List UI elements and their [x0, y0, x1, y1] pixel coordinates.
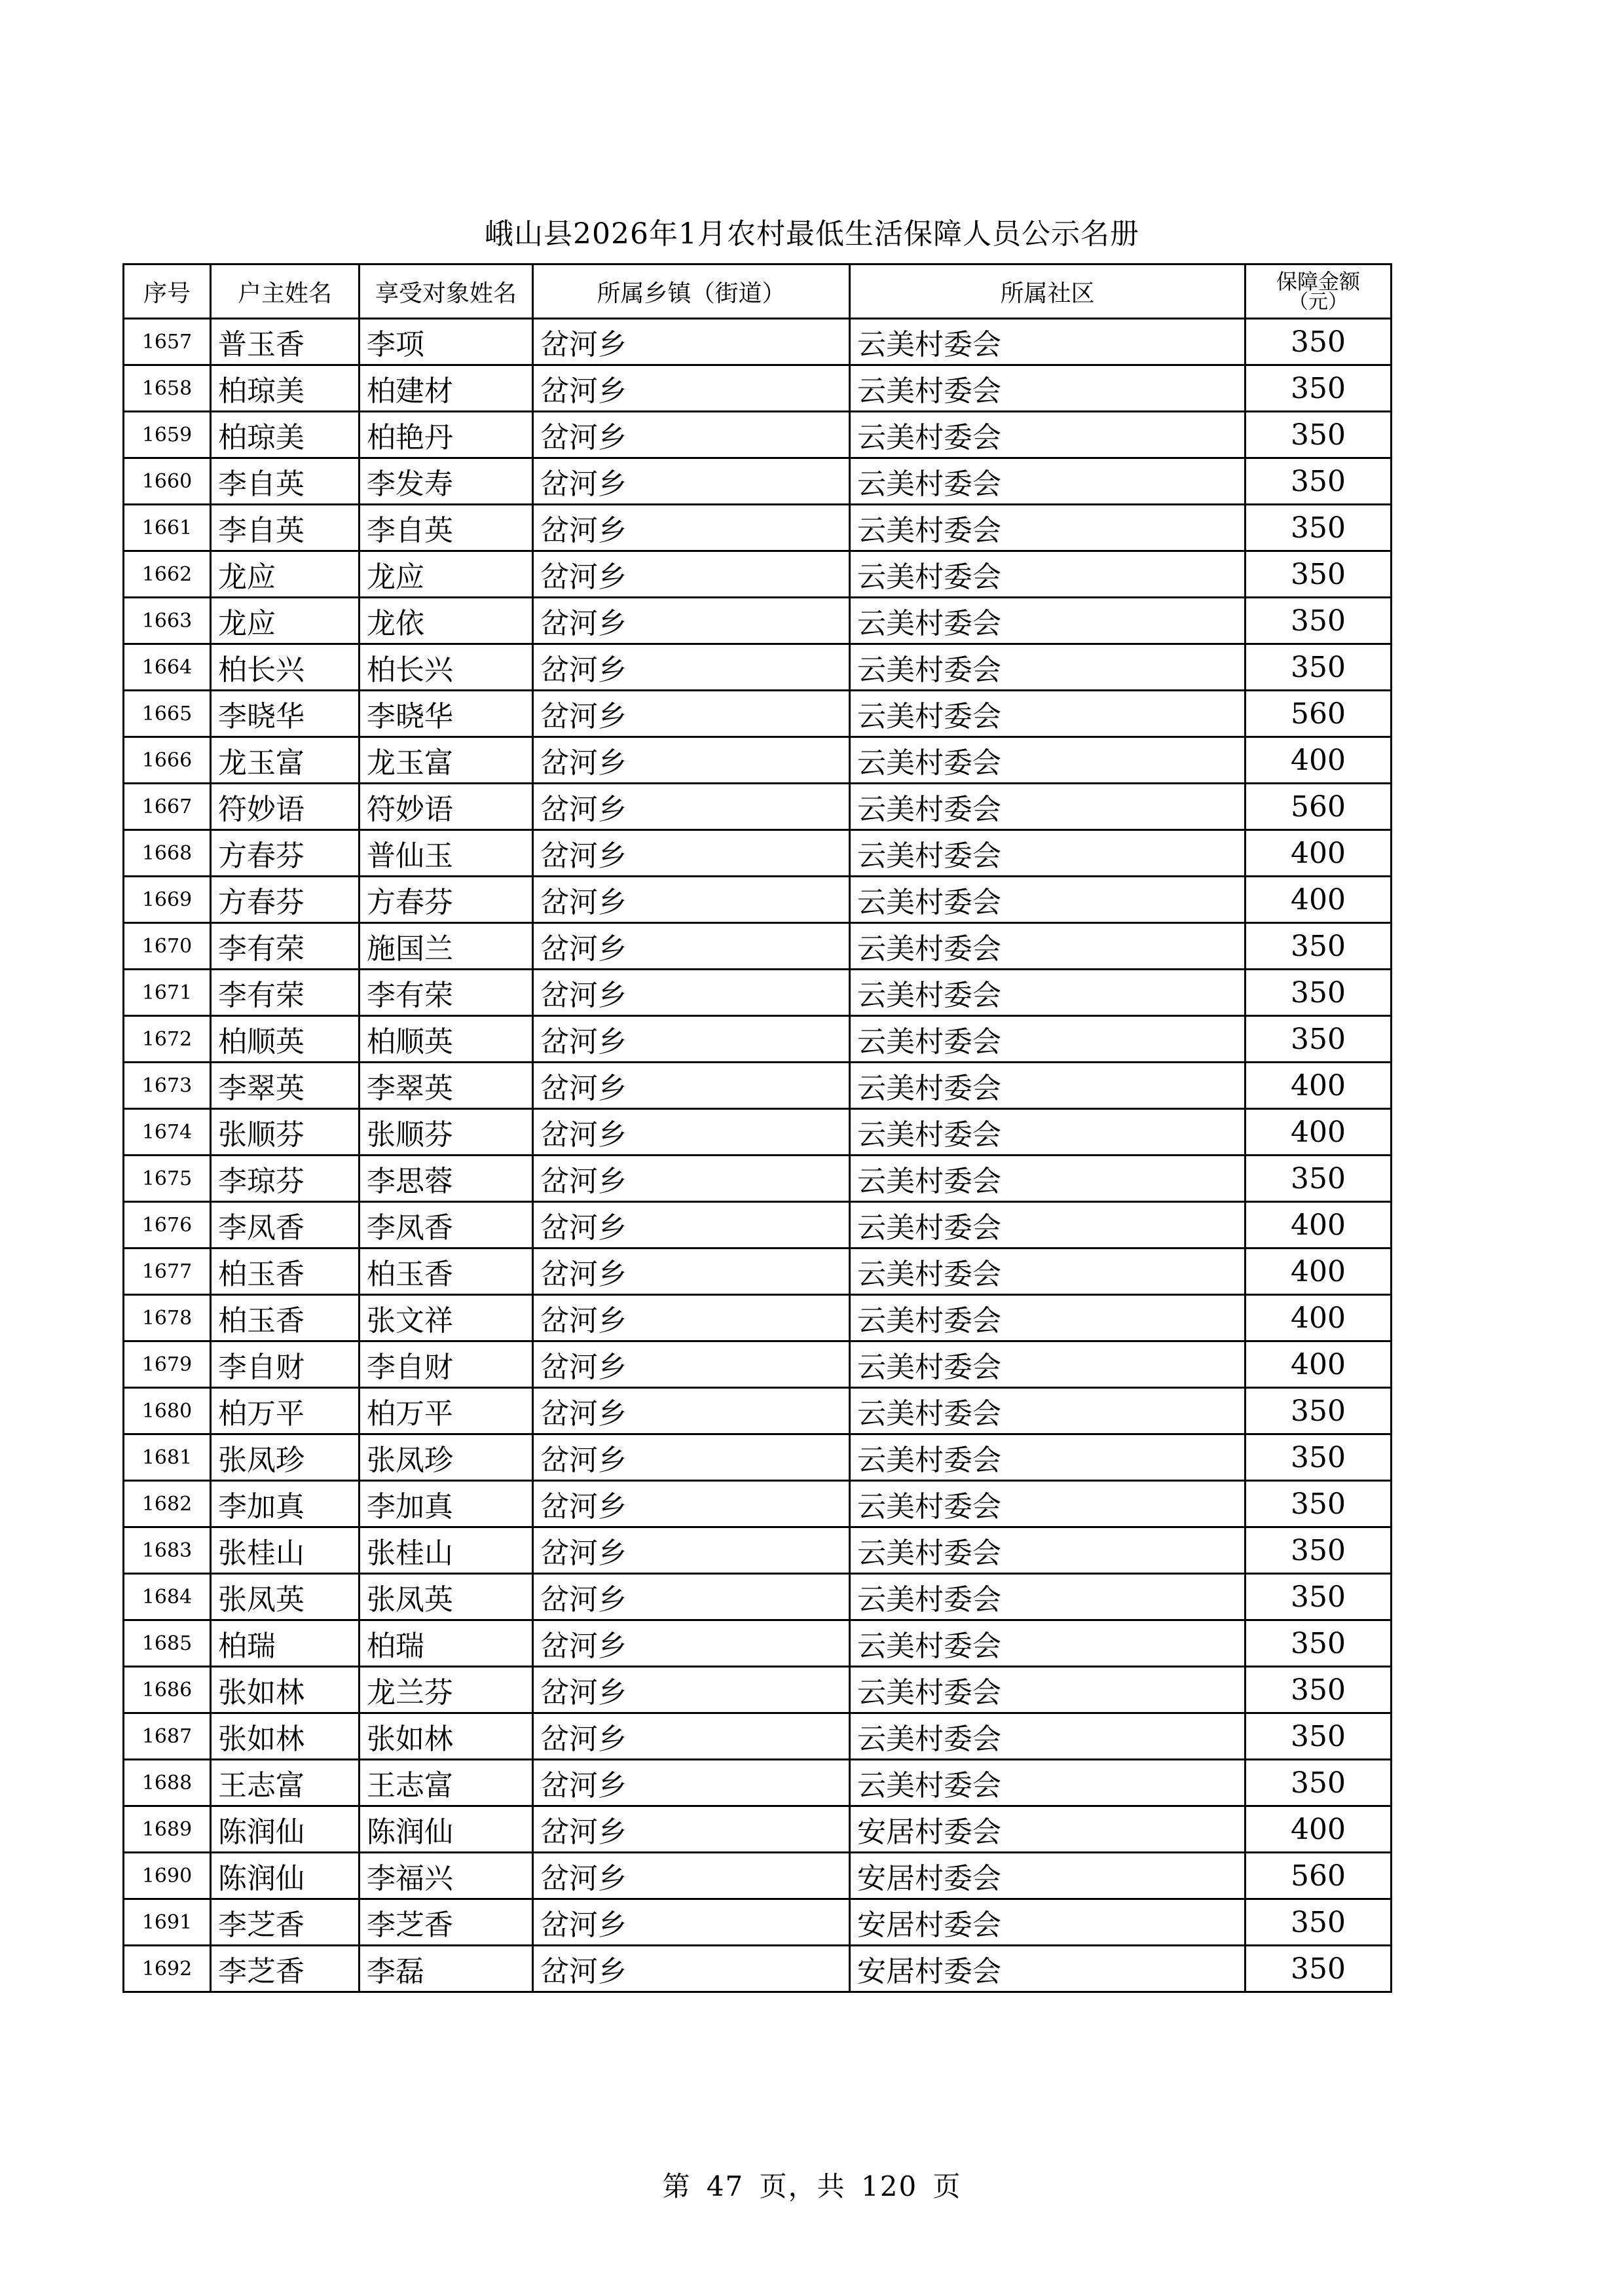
- cell-beneficiary: 柏瑞: [360, 1620, 533, 1667]
- cell-index: 1669: [124, 877, 211, 923]
- cell-index: 1688: [124, 1760, 211, 1806]
- cell-community: 云美村委会: [850, 737, 1246, 784]
- cell-amount: 400: [1246, 830, 1392, 877]
- cell-index: 1674: [124, 1109, 211, 1156]
- cell-index: 1683: [124, 1527, 211, 1574]
- cell-amount: 350: [1246, 923, 1392, 970]
- cell-index: 1692: [124, 1946, 211, 1992]
- cell-township: 岔河乡: [533, 1574, 850, 1620]
- cell-amount: 350: [1246, 1760, 1392, 1806]
- table-row: [124, 412, 1392, 458]
- cell-household-head: 柏玉香: [211, 1295, 360, 1341]
- cell-township: 岔河乡: [533, 1156, 850, 1202]
- cell-township: 岔河乡: [533, 1434, 850, 1481]
- cell-township: 岔河乡: [533, 1667, 850, 1713]
- cell-amount: 350: [1246, 970, 1392, 1016]
- cell-amount: 350: [1246, 1620, 1392, 1667]
- cell-amount: 350: [1246, 1016, 1392, 1063]
- cell-index: 1685: [124, 1620, 211, 1667]
- cell-index: 1682: [124, 1481, 211, 1527]
- cell-amount: 350: [1246, 458, 1392, 505]
- cell-index: 1671: [124, 970, 211, 1016]
- cell-household-head: 龙应: [211, 598, 360, 644]
- cell-amount: 400: [1246, 877, 1392, 923]
- cell-amount: 350: [1246, 1388, 1392, 1434]
- cell-beneficiary: 张文祥: [360, 1295, 533, 1341]
- cell-index: 1658: [124, 365, 211, 412]
- cell-community: 云美村委会: [850, 1667, 1246, 1713]
- cell-household-head: 李芝香: [211, 1899, 360, 1946]
- cell-household-head: 龙玉富: [211, 737, 360, 784]
- cell-township: 岔河乡: [533, 784, 850, 830]
- table-row: [124, 1620, 1392, 1667]
- cell-index: 1668: [124, 830, 211, 877]
- cell-household-head: 张凤珍: [211, 1434, 360, 1481]
- cell-beneficiary: 李翠英: [360, 1063, 533, 1109]
- table-row: [124, 737, 1392, 784]
- footer-prefix: 第: [662, 2170, 692, 2202]
- cell-index: 1667: [124, 784, 211, 830]
- cell-community: 云美村委会: [850, 412, 1246, 458]
- cell-household-head: 符妙语: [211, 784, 360, 830]
- cell-household-head: 柏万平: [211, 1388, 360, 1434]
- cell-township: 岔河乡: [533, 1295, 850, 1341]
- cell-household-head: 李加真: [211, 1481, 360, 1527]
- cell-amount: 350: [1246, 1899, 1392, 1946]
- cell-amount: 400: [1246, 1109, 1392, 1156]
- cell-township: 岔河乡: [533, 923, 850, 970]
- cell-township: 岔河乡: [533, 1760, 850, 1806]
- cell-beneficiary: 柏艳丹: [360, 412, 533, 458]
- cell-index: 1680: [124, 1388, 211, 1434]
- column-header-amount-unit: （元）: [1289, 291, 1348, 314]
- cell-household-head: 李晓华: [211, 691, 360, 737]
- cell-index: 1687: [124, 1713, 211, 1760]
- cell-beneficiary: 张凤珍: [360, 1434, 533, 1481]
- cell-household-head: 方春芬: [211, 877, 360, 923]
- cell-township: 岔河乡: [533, 1388, 850, 1434]
- cell-index: 1659: [124, 412, 211, 458]
- cell-beneficiary: 张如林: [360, 1713, 533, 1760]
- cell-index: 1665: [124, 691, 211, 737]
- footer-middle: 页，共: [759, 2170, 846, 2202]
- cell-amount: 350: [1246, 644, 1392, 691]
- cell-township: 岔河乡: [533, 1481, 850, 1527]
- cell-community: 云美村委会: [850, 1620, 1246, 1667]
- table-row: [124, 784, 1392, 830]
- cell-township: 岔河乡: [533, 319, 850, 365]
- cell-amount: 560: [1246, 784, 1392, 830]
- cell-beneficiary: 李加真: [360, 1481, 533, 1527]
- table-row: [124, 1853, 1392, 1899]
- cell-community: 云美村委会: [850, 505, 1246, 551]
- cell-township: 岔河乡: [533, 551, 850, 598]
- table-row: [124, 1388, 1392, 1434]
- cell-community: 云美村委会: [850, 1248, 1246, 1295]
- footer-total-pages: 120: [861, 2170, 918, 2202]
- cell-community: 云美村委会: [850, 877, 1246, 923]
- cell-household-head: 柏琼美: [211, 365, 360, 412]
- cell-index: 1673: [124, 1063, 211, 1109]
- cell-beneficiary: 李芝香: [360, 1899, 533, 1946]
- cell-index: 1684: [124, 1574, 211, 1620]
- table-row: [124, 505, 1392, 551]
- cell-amount: 560: [1246, 691, 1392, 737]
- column-header-community: 所属社区: [850, 264, 1246, 319]
- table-row: [124, 1481, 1392, 1527]
- cell-community: 云美村委会: [850, 1481, 1246, 1527]
- footer-current-page: 47: [706, 2170, 745, 2202]
- cell-amount: 350: [1246, 1574, 1392, 1620]
- cell-household-head: 李琼芬: [211, 1156, 360, 1202]
- cell-township: 岔河乡: [533, 737, 850, 784]
- cell-township: 岔河乡: [533, 644, 850, 691]
- cell-beneficiary: 王志富: [360, 1760, 533, 1806]
- roster-body: [124, 319, 1392, 1992]
- cell-beneficiary: 李磊: [360, 1946, 533, 1992]
- cell-community: 云美村委会: [850, 784, 1246, 830]
- table-row: [124, 1156, 1392, 1202]
- cell-community: 安居村委会: [850, 1899, 1246, 1946]
- cell-beneficiary: 柏顺英: [360, 1016, 533, 1063]
- cell-amount: 350: [1246, 319, 1392, 365]
- table-row: [124, 1574, 1392, 1620]
- cell-township: 岔河乡: [533, 1946, 850, 1992]
- cell-index: 1672: [124, 1016, 211, 1063]
- cell-index: 1679: [124, 1341, 211, 1388]
- table-row: [124, 691, 1392, 737]
- cell-township: 岔河乡: [533, 1109, 850, 1156]
- cell-household-head: 李翠英: [211, 1063, 360, 1109]
- table-row: [124, 1295, 1392, 1341]
- cell-index: 1663: [124, 598, 211, 644]
- cell-household-head: 张凤英: [211, 1574, 360, 1620]
- cell-index: 1666: [124, 737, 211, 784]
- cell-community: 云美村委会: [850, 691, 1246, 737]
- cell-household-head: 龙应: [211, 551, 360, 598]
- cell-household-head: 李有荣: [211, 970, 360, 1016]
- cell-community: 云美村委会: [850, 1109, 1246, 1156]
- cell-township: 岔河乡: [533, 1899, 850, 1946]
- cell-amount: 350: [1246, 505, 1392, 551]
- cell-township: 岔河乡: [533, 691, 850, 737]
- cell-township: 岔河乡: [533, 1063, 850, 1109]
- cell-beneficiary: 李思蓉: [360, 1156, 533, 1202]
- cell-household-head: 柏玉香: [211, 1248, 360, 1295]
- cell-community: 安居村委会: [850, 1806, 1246, 1853]
- cell-community: 云美村委会: [850, 1295, 1246, 1341]
- cell-beneficiary: 李有荣: [360, 970, 533, 1016]
- cell-household-head: 李有荣: [211, 923, 360, 970]
- cell-amount: 350: [1246, 365, 1392, 412]
- cell-community: 云美村委会: [850, 551, 1246, 598]
- cell-community: 云美村委会: [850, 1434, 1246, 1481]
- cell-index: 1657: [124, 319, 211, 365]
- table-row: [124, 551, 1392, 598]
- cell-community: 云美村委会: [850, 1156, 1246, 1202]
- cell-township: 岔河乡: [533, 970, 850, 1016]
- cell-amount: 400: [1246, 1248, 1392, 1295]
- cell-community: 云美村委会: [850, 923, 1246, 970]
- cell-community: 安居村委会: [850, 1853, 1246, 1899]
- cell-township: 岔河乡: [533, 877, 850, 923]
- cell-community: 云美村委会: [850, 1063, 1246, 1109]
- cell-beneficiary: 李凤香: [360, 1202, 533, 1248]
- cell-amount: 350: [1246, 412, 1392, 458]
- table-row: [124, 1806, 1392, 1853]
- cell-community: 安居村委会: [850, 1946, 1246, 1992]
- cell-amount: 400: [1246, 1295, 1392, 1341]
- table-row: [124, 644, 1392, 691]
- cell-township: 岔河乡: [533, 1527, 850, 1574]
- cell-household-head: 王志富: [211, 1760, 360, 1806]
- table-row: [124, 1760, 1392, 1806]
- cell-beneficiary: 龙依: [360, 598, 533, 644]
- table-row: [124, 1016, 1392, 1063]
- cell-community: 云美村委会: [850, 1202, 1246, 1248]
- table-row: [124, 1109, 1392, 1156]
- cell-beneficiary: 柏玉香: [360, 1248, 533, 1295]
- cell-beneficiary: 李晓华: [360, 691, 533, 737]
- cell-amount: 350: [1246, 1434, 1392, 1481]
- cell-township: 岔河乡: [533, 1806, 850, 1853]
- cell-beneficiary: 李自财: [360, 1341, 533, 1388]
- table-row: [124, 970, 1392, 1016]
- cell-township: 岔河乡: [533, 830, 850, 877]
- cell-community: 云美村委会: [850, 1574, 1246, 1620]
- cell-household-head: 方春芬: [211, 830, 360, 877]
- cell-township: 岔河乡: [533, 412, 850, 458]
- cell-township: 岔河乡: [533, 458, 850, 505]
- table-row: [124, 319, 1392, 365]
- cell-amount: 350: [1246, 1713, 1392, 1760]
- cell-beneficiary: 陈润仙: [360, 1806, 533, 1853]
- cell-household-head: 李芝香: [211, 1946, 360, 1992]
- cell-beneficiary: 张顺芬: [360, 1109, 533, 1156]
- table-row: [124, 1341, 1392, 1388]
- cell-household-head: 李自英: [211, 505, 360, 551]
- cell-beneficiary: 李自英: [360, 505, 533, 551]
- table-row: [124, 598, 1392, 644]
- table-row: [124, 1063, 1392, 1109]
- cell-household-head: 柏琼美: [211, 412, 360, 458]
- cell-community: 云美村委会: [850, 458, 1246, 505]
- cell-household-head: 陈润仙: [211, 1806, 360, 1853]
- cell-index: 1678: [124, 1295, 211, 1341]
- cell-township: 岔河乡: [533, 598, 850, 644]
- cell-township: 岔河乡: [533, 1341, 850, 1388]
- cell-household-head: 李自财: [211, 1341, 360, 1388]
- column-header-amount-label: 保障金额: [1276, 269, 1360, 294]
- cell-amount: 400: [1246, 1063, 1392, 1109]
- table-row: [124, 1434, 1392, 1481]
- cell-household-head: 张如林: [211, 1667, 360, 1713]
- cell-township: 岔河乡: [533, 1620, 850, 1667]
- cell-amount: 350: [1246, 551, 1392, 598]
- column-header-township: 所属乡镇（街道）: [533, 264, 850, 319]
- cell-beneficiary: 张凤英: [360, 1574, 533, 1620]
- table-row: [124, 1527, 1392, 1574]
- cell-beneficiary: 李项: [360, 319, 533, 365]
- cell-household-head: 张顺芬: [211, 1109, 360, 1156]
- cell-household-head: 柏长兴: [211, 644, 360, 691]
- cell-beneficiary: 龙兰芬: [360, 1667, 533, 1713]
- cell-index: 1677: [124, 1248, 211, 1295]
- cell-beneficiary: 龙玉富: [360, 737, 533, 784]
- cell-amount: 350: [1246, 1156, 1392, 1202]
- cell-beneficiary: 李福兴: [360, 1853, 533, 1899]
- cell-amount: 400: [1246, 737, 1392, 784]
- cell-amount: 560: [1246, 1853, 1392, 1899]
- cell-index: 1662: [124, 551, 211, 598]
- cell-household-head: 陈润仙: [211, 1853, 360, 1899]
- cell-amount: 400: [1246, 1202, 1392, 1248]
- cell-beneficiary: 符妙语: [360, 784, 533, 830]
- cell-household-head: 柏瑞: [211, 1620, 360, 1667]
- cell-community: 云美村委会: [850, 598, 1246, 644]
- cell-amount: 350: [1246, 1481, 1392, 1527]
- cell-household-head: 李凤香: [211, 1202, 360, 1248]
- cell-township: 岔河乡: [533, 1853, 850, 1899]
- cell-amount: 350: [1246, 1946, 1392, 1992]
- cell-community: 云美村委会: [850, 1016, 1246, 1063]
- cell-community: 云美村委会: [850, 1388, 1246, 1434]
- table-row: [124, 830, 1392, 877]
- cell-amount: 350: [1246, 1667, 1392, 1713]
- table-header-row: [124, 264, 1392, 319]
- cell-household-head: 张桂山: [211, 1527, 360, 1574]
- cell-beneficiary: 方春芬: [360, 877, 533, 923]
- cell-index: 1661: [124, 505, 211, 551]
- cell-index: 1690: [124, 1853, 211, 1899]
- cell-index: 1670: [124, 923, 211, 970]
- column-header-household-head: 户主姓名: [211, 264, 360, 319]
- column-header-index: 序号: [124, 264, 211, 319]
- table-row: [124, 365, 1392, 412]
- cell-township: 岔河乡: [533, 365, 850, 412]
- cell-amount: 350: [1246, 1527, 1392, 1574]
- cell-beneficiary: 张桂山: [360, 1527, 533, 1574]
- cell-index: 1660: [124, 458, 211, 505]
- cell-township: 岔河乡: [533, 1248, 850, 1295]
- cell-community: 云美村委会: [850, 970, 1246, 1016]
- cell-township: 岔河乡: [533, 1016, 850, 1063]
- roster-table: [122, 263, 1392, 1993]
- cell-amount: 400: [1246, 1341, 1392, 1388]
- cell-community: 云美村委会: [850, 1760, 1246, 1806]
- cell-household-head: 张如林: [211, 1713, 360, 1760]
- cell-index: 1686: [124, 1667, 211, 1713]
- cell-community: 云美村委会: [850, 365, 1246, 412]
- page-footer: [0, 2165, 1624, 2204]
- cell-index: 1664: [124, 644, 211, 691]
- cell-community: 云美村委会: [850, 1341, 1246, 1388]
- cell-household-head: 普玉香: [211, 319, 360, 365]
- cell-amount: 350: [1246, 598, 1392, 644]
- cell-household-head: 柏顺英: [211, 1016, 360, 1063]
- cell-index: 1691: [124, 1899, 211, 1946]
- cell-community: 云美村委会: [850, 1527, 1246, 1574]
- cell-index: 1675: [124, 1156, 211, 1202]
- cell-township: 岔河乡: [533, 1202, 850, 1248]
- cell-community: 云美村委会: [850, 319, 1246, 365]
- cell-household-head: 李自英: [211, 458, 360, 505]
- cell-beneficiary: 龙应: [360, 551, 533, 598]
- page-title: 峨山县2026年1月农村最低生活保障人员公示名册: [485, 217, 1139, 251]
- table-row: [124, 1248, 1392, 1295]
- table-row: [124, 923, 1392, 970]
- cell-community: 云美村委会: [850, 1713, 1246, 1760]
- cell-beneficiary: 柏长兴: [360, 644, 533, 691]
- table-row: [124, 877, 1392, 923]
- cell-beneficiary: 李发寿: [360, 458, 533, 505]
- cell-amount: 400: [1246, 1806, 1392, 1853]
- cell-beneficiary: 柏建材: [360, 365, 533, 412]
- table-row: [124, 458, 1392, 505]
- cell-community: 云美村委会: [850, 830, 1246, 877]
- cell-beneficiary: 柏万平: [360, 1388, 533, 1434]
- table-row: [124, 1202, 1392, 1248]
- table-row: [124, 1713, 1392, 1760]
- cell-beneficiary: 施国兰: [360, 923, 533, 970]
- cell-index: 1689: [124, 1806, 211, 1853]
- cell-beneficiary: 普仙玉: [360, 830, 533, 877]
- footer-suffix: 页: [932, 2170, 962, 2202]
- table-row: [124, 1946, 1392, 1992]
- column-header-beneficiary: 享受对象姓名: [360, 264, 533, 319]
- cell-township: 岔河乡: [533, 505, 850, 551]
- table-row: [124, 1667, 1392, 1713]
- cell-index: 1676: [124, 1202, 211, 1248]
- cell-community: 云美村委会: [850, 644, 1246, 691]
- table-row: [124, 1899, 1392, 1946]
- column-header-amount: [1246, 264, 1392, 319]
- cell-township: 岔河乡: [533, 1713, 850, 1760]
- cell-index: 1681: [124, 1434, 211, 1481]
